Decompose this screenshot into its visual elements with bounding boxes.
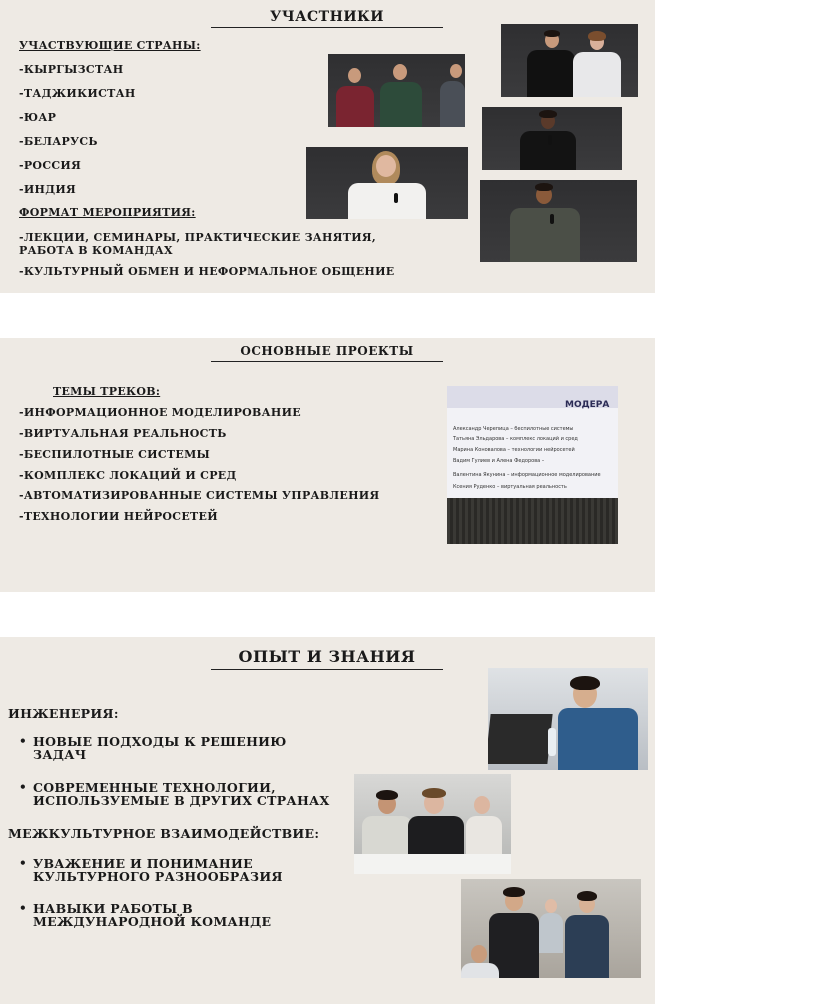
slide-line: Александр Черепица – беспилотные системы: [453, 426, 574, 432]
speaker-photo: [306, 147, 468, 219]
bullet: •: [19, 780, 27, 794]
group-photo: [328, 54, 465, 127]
section-title: УЧАСТНИКИ: [211, 9, 443, 28]
speaker-photo: [480, 180, 637, 262]
slide-line: Татьяна Эльдарова – комплекс локаций и сред: [453, 436, 578, 442]
intercultural-item: УВАЖЕНИЕ И ПОНИМАНИЕ КУЛЬТУРНОГО РАЗНООБРАЗИЯ: [33, 856, 283, 884]
engineering-item: НОВЫЕ ПОДХОДЫ К РЕШЕНИЮ ЗАДАЧ: [33, 734, 287, 762]
country-item: -ТАДЖИКИСТАН: [19, 87, 136, 100]
slide-line: Ксения Руденко – виртуальная реальность: [453, 484, 567, 490]
slide-screen: [447, 386, 618, 498]
group-standing-photo: [461, 879, 641, 978]
track-item: -АВТОМАТИЗИРОВАННЫЕ СИСТЕМЫ УПРАВЛЕНИЯ: [19, 489, 380, 502]
intercultural-header: МЕЖКУЛЬТУРНОЕ ВЗАИМОДЕЙСТВИЕ:: [8, 826, 320, 841]
bullet: •: [19, 856, 27, 870]
section-title: ОСНОВНЫЕ ПРОЕКТЫ: [211, 344, 443, 362]
track-item: -ТЕХНОЛОГИИ НЕЙРОСЕТЕЙ: [19, 510, 218, 523]
format-item: -ЛЕКЦИИ, СЕМИНАРЫ, ПРАКТИЧЕСКИЕ ЗАНЯТИЯ, РАБОТА В КОМАНДАХ: [19, 231, 377, 257]
duo-photo: [501, 24, 638, 97]
engineering-item: СОВРЕМЕННЫЕ ТЕХНОЛОГИИ, ИСПОЛЬЗУЕМЫЕ В ДРУГИХ СТРАНАХ: [33, 780, 330, 808]
slide-line: Валентина Якунина – информационное моделирование: [453, 472, 601, 478]
country-item: -ИНДИЯ: [19, 183, 77, 196]
track-item: -КОМПЛЕКС ЛОКАЦИЙ И СРЕД: [19, 469, 237, 482]
country-item: -РОССИЯ: [19, 159, 82, 172]
experience-section: [0, 637, 655, 1004]
country-item: -БЕЛАРУСЬ: [19, 135, 98, 148]
format-item: -КУЛЬТУРНЫЙ ОБМЕН И НЕФОРМАЛЬНОЕ ОБЩЕНИЕ: [19, 265, 395, 278]
participants-section: [0, 0, 655, 293]
slide-line: Марина Коновалова – технологии нейросетей: [453, 447, 575, 453]
track-item: -БЕСПИЛОТНЫЕ СИСТЕМЫ: [19, 448, 211, 461]
track-item: -ИНФОРМАЦИОННОЕ МОДЕЛИРОВАНИЕ: [19, 406, 301, 419]
track-item: -ВИРТУАЛЬНАЯ РЕАЛЬНОСТЬ: [19, 427, 227, 440]
country-item: -КЫРГЫЗСТАН: [19, 63, 124, 76]
tracks-header: ТЕМЫ ТРЕКОВ:: [53, 385, 161, 398]
slide-line: Вадим Гулиев и Алена Федорова –: [453, 458, 545, 464]
projects-section: [0, 338, 655, 592]
laptop-work-photo: [488, 668, 648, 770]
countries-header: УЧАСТВУЮЩИЕ СТРАНЫ:: [19, 39, 201, 52]
speaker-photo: [482, 107, 622, 170]
format-header: ФОРМАТ МЕРОПРИЯТИЯ:: [19, 206, 196, 219]
section-title: ОПЫТ И ЗНАНИЯ: [211, 647, 443, 670]
presentation-slide-photo: [447, 386, 618, 544]
country-item: -ЮАР: [19, 111, 57, 124]
bullet: •: [19, 901, 27, 915]
slide-heading: МОДЕРА: [565, 400, 610, 410]
engineering-header: ИНЖЕНЕРИЯ:: [8, 706, 119, 721]
intercultural-item: НАВЫКИ РАБОТЫ В МЕЖДУНАРОДНОЙ КОМАНДЕ: [33, 901, 272, 929]
team-discussion-photo: [354, 774, 511, 874]
bullet: •: [19, 734, 27, 748]
